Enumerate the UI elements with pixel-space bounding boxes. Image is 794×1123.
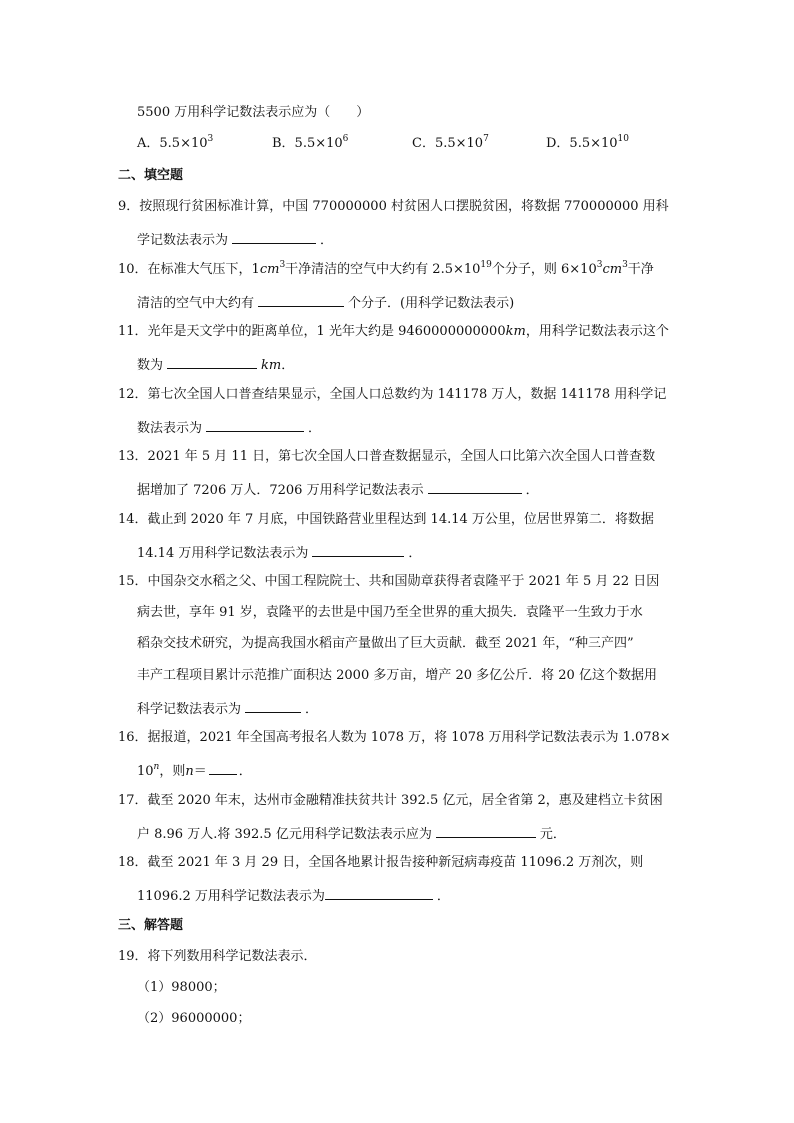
q16-line1: 16．据报道，2021 年全国高考报名人数为 1078 万，将 1078 万用科学记数法表示为 1.078× xyxy=(118,730,671,745)
q15-line4: 丰产工程项目累计示范推广面积达 2000 多万亩，增产 20 多亿公斤．将 20 亿这个数据用 xyxy=(137,668,657,683)
q10-line1: 10．在标准大气压下，$1cm^3$干净清洁的空气中大约有 $2.5\times 10^{19}$个分子，则 $6\times 10^3cm^3$干净 xyxy=(118,259,654,277)
q8-option-a[interactable]: A．$5.5\times 10^3$ xyxy=(137,133,214,151)
q19-item-2: （2）96000000； xyxy=(137,1011,251,1026)
q13-answer-blank[interactable] xyxy=(428,479,522,494)
q13-line1: 13．2021 年 5 月 11 日，第七次全国人口普查数据显示，全国人口比第六次全国人口普查数 xyxy=(118,449,656,464)
q15-line2: 病去世，享年 91 岁，袁隆平的去世是中国乃至全世界的重大损失．袁隆平一生致力于水 xyxy=(137,605,643,620)
q11-answer-blank[interactable] xyxy=(167,354,257,369)
section-fill-in-heading: 二、填空题 xyxy=(118,168,184,183)
q17-line2: 户 8.96 万人.将 392.5 亿元用科学记数法表示应为 元． xyxy=(137,823,566,844)
q19-item-1: （1）98000； xyxy=(137,980,226,995)
q13-line2: 据增加了 7206 万人．7206 万用科学记数法表示 ． xyxy=(137,479,539,500)
q17-answer-blank[interactable] xyxy=(436,823,536,838)
q8-option-c[interactable]: C．$5.5\times 10^7$ xyxy=(412,133,489,151)
q15-answer-blank[interactable] xyxy=(245,698,301,713)
q10-answer-blank[interactable] xyxy=(258,292,344,307)
q16-line2: 10$^n$，则n＝ ． xyxy=(137,761,252,779)
q9-line1: 9．按照现行贫困标准计算，中国 770000000 村贫困人口摆脱贫困，将数据 770000000 用科 xyxy=(118,199,669,214)
q11-line2: 数为 km． xyxy=(137,354,294,375)
q10-line2: 清洁的空气中大约有 个分子．(用科学记数法表示) xyxy=(137,292,514,313)
q9-line2: 学记数法表示为 ． xyxy=(137,229,333,250)
q12-line2: 数法表示为 ． xyxy=(137,417,321,438)
q15-line5: 科学记数法表示为 ． xyxy=(137,698,318,719)
q16-answer-blank[interactable] xyxy=(209,760,237,775)
q12-line1: 12．第七次全国人口普查结果显示，全国人口总数约为 141178 万人，数据 141178 用科学记 xyxy=(118,387,667,402)
q15-line3: 稻杂交技术研究，为提高我国水稻亩产量做出了巨大贡献．截至 2021 年，“种三产四” xyxy=(137,636,634,651)
q19-stem: 19．将下列数用科学记数法表示． xyxy=(118,949,317,964)
q8-option-b[interactable]: B．$5.5\times 10^6$ xyxy=(272,133,349,151)
q8-option-d[interactable]: D．$5.5\times 10^{10}$ xyxy=(546,133,629,151)
q12-answer-blank[interactable] xyxy=(206,417,304,432)
q8-stem: 5500 万用科学记数法表示应为（ ） xyxy=(137,105,370,120)
q18-answer-blank[interactable] xyxy=(325,885,433,900)
q15-line1: 15．中国杂交水稻之父、中国工程院院士、共和国勋章获得者袁隆平于 2021 年 5 月 22 日因 xyxy=(118,574,660,589)
q17-line1: 17．截至 2020 年末，达州市金融精准扶贫共计 392.5 亿元，居全省第 2，惠及建档立卡贫困 xyxy=(118,793,663,808)
q14-answer-blank[interactable] xyxy=(312,542,404,557)
q18-line2: 11096.2 万用科学记数法表示为 ． xyxy=(137,885,450,906)
q14-line1: 14．截止到 2020 年 7 月底，中国铁路营业里程达到 14.14 万公里，位居世界第二．将数据 xyxy=(118,512,654,527)
section-solution-heading: 三、解答题 xyxy=(118,918,184,933)
q18-line1: 18．截至 2021 年 3 月 29 日，全国各地累计报告接种新冠病毒疫苗 11096.2 万剂次，则 xyxy=(118,855,644,870)
q9-answer-blank[interactable] xyxy=(232,229,316,244)
q14-line2: 14.14 万用科学记数法表示为 ． xyxy=(137,542,421,563)
q11-line1: 11．光年是天文学中的距离单位，1 光年大约是 9460000000000km，用科学记数法表示这个 xyxy=(118,324,669,339)
